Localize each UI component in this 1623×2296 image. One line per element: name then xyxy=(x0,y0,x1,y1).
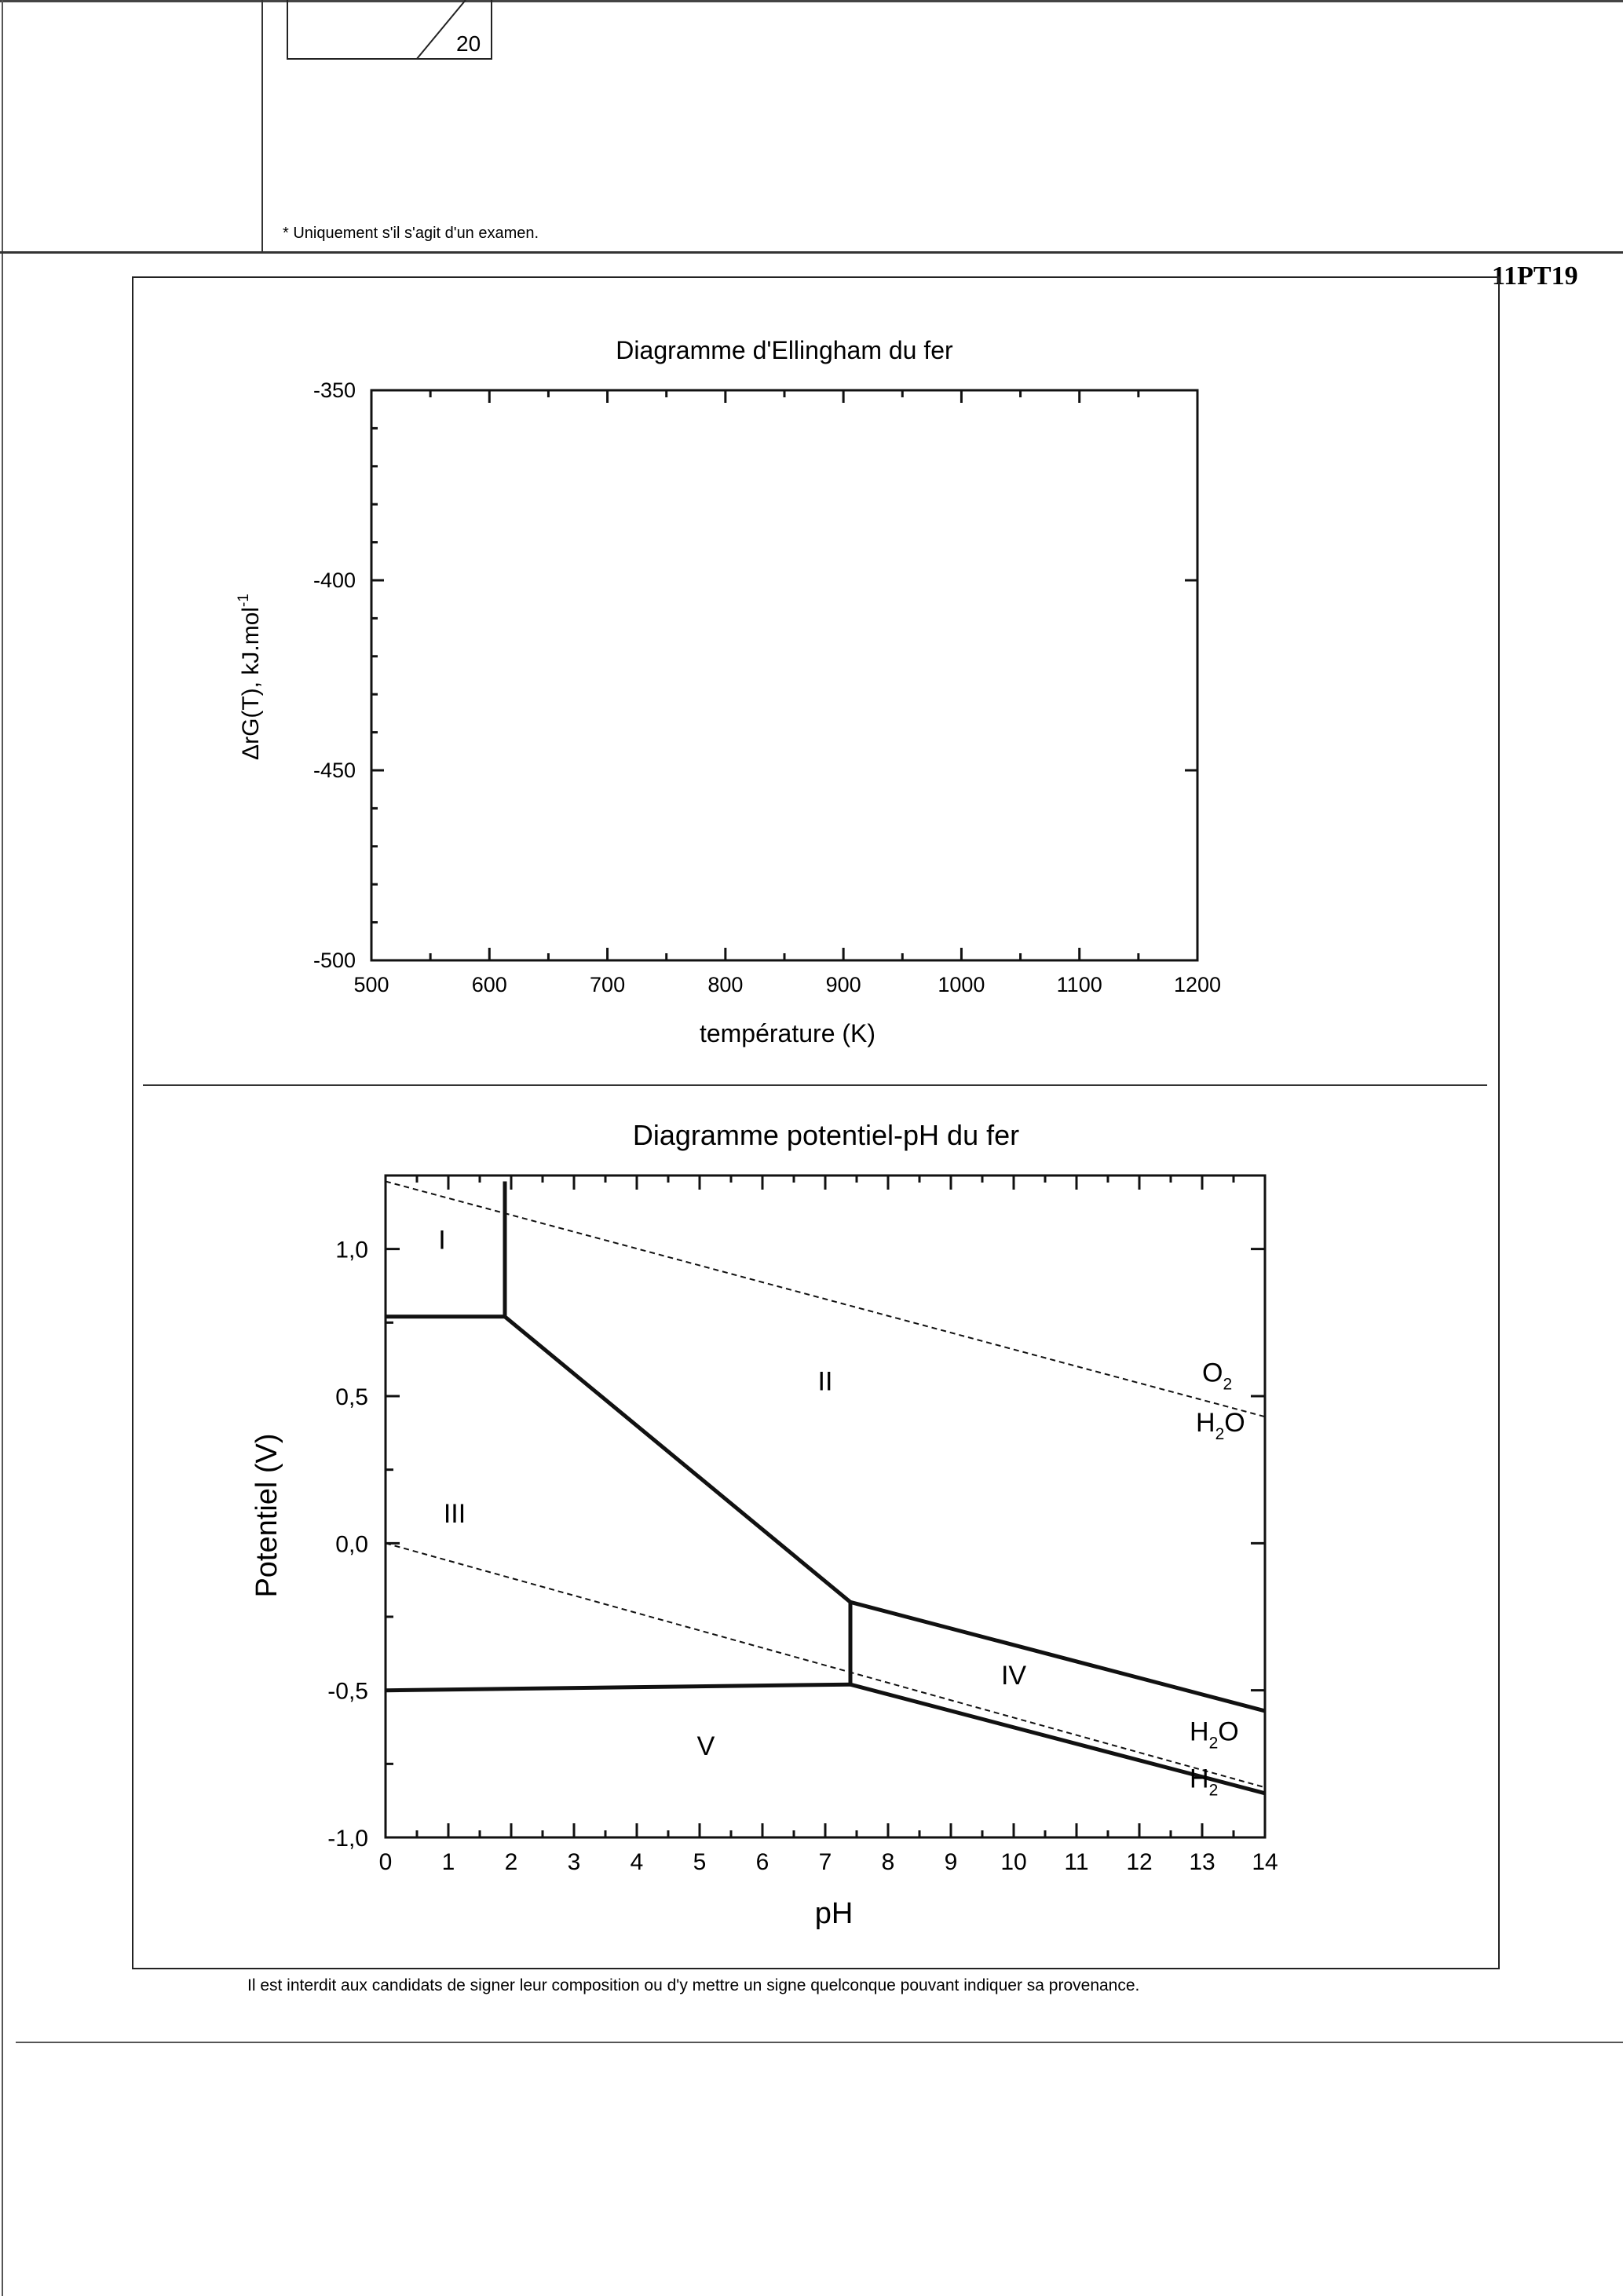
couple-subscript: 2 xyxy=(1215,1424,1225,1443)
couple-label xyxy=(1202,1358,1232,1393)
y-tick-label: 0,0 xyxy=(335,1531,368,1558)
couple-main: H xyxy=(1190,1717,1209,1747)
x-tick-label: 700 xyxy=(590,973,626,996)
couple-subscript: 2 xyxy=(1223,1375,1233,1394)
page-number: 20 xyxy=(456,31,481,56)
x-tick-label: 6 xyxy=(755,1849,769,1875)
x-tick-label: 7 xyxy=(818,1849,832,1875)
potential-ph-plot-area xyxy=(386,1175,1265,1837)
y-tick-label: -450 xyxy=(313,759,356,782)
x-tick-label: 600 xyxy=(471,973,507,996)
couple-subscript: 2 xyxy=(1208,1781,1219,1800)
document-code: 11PT19 xyxy=(1492,261,1578,291)
y-tick-label: 1,0 xyxy=(335,1237,368,1263)
y-tick-label: -0,5 xyxy=(327,1678,368,1705)
x-tick-label: 10 xyxy=(1000,1849,1027,1875)
x-tick-label: 1200 xyxy=(1173,973,1222,996)
potential-ph-xlabel: pH xyxy=(814,1897,854,1930)
y-tick-label: -350 xyxy=(313,378,356,402)
x-tick-label: 2 xyxy=(504,1849,518,1875)
x-tick-label: 5 xyxy=(693,1849,707,1875)
couple-tail: O xyxy=(1218,1717,1239,1747)
region-label: III xyxy=(443,1499,466,1530)
x-tick-label: 4 xyxy=(630,1849,644,1875)
x-tick-label: 1 xyxy=(441,1849,455,1875)
potential-ph-title: Diagramme potentiel-pH du fer xyxy=(632,1119,1020,1151)
ylabel-main: ΔrG(T), kJ.mol xyxy=(238,606,264,760)
couple-main: H xyxy=(1190,1764,1209,1794)
footer-notice: Il est interdit aux candidats de signer leur composition ou d'y mettre un signe quelconque pouvant indiquer sa provenance. xyxy=(247,1976,1140,1994)
ellingham-xlabel: température (K) xyxy=(699,1019,876,1047)
couple-label xyxy=(1196,1408,1245,1443)
x-tick-label: 1000 xyxy=(938,973,985,996)
y-tick-label: -400 xyxy=(313,569,356,592)
region-label: IV xyxy=(1000,1661,1027,1691)
x-tick-label: 900 xyxy=(825,973,861,996)
couple-label xyxy=(1190,1717,1239,1752)
x-tick-label: 13 xyxy=(1189,1849,1215,1875)
x-tick-label: 500 xyxy=(353,973,389,996)
line-boundary-iii-ii xyxy=(505,1317,850,1603)
couple-subscript: 2 xyxy=(1208,1734,1219,1753)
x-tick-label: 9 xyxy=(944,1849,958,1875)
region-label: V xyxy=(696,1731,715,1762)
ylabel-superscript: -1 xyxy=(236,594,252,607)
y-tick-label: -500 xyxy=(313,949,356,972)
x-tick-label: 1100 xyxy=(1056,973,1102,996)
ellingham-title: Diagramme d'Ellingham du fer xyxy=(616,336,953,364)
x-tick-label: 11 xyxy=(1064,1849,1089,1875)
region-label: I xyxy=(438,1225,446,1256)
y-tick-label: 0,5 xyxy=(335,1384,368,1410)
x-tick-label: 14 xyxy=(1252,1849,1278,1875)
x-tick-label: 800 xyxy=(707,973,744,996)
couple-main: O xyxy=(1202,1358,1223,1388)
y-tick-label: -1,0 xyxy=(327,1826,368,1852)
x-tick-label: 8 xyxy=(881,1849,895,1875)
couple-tail: O xyxy=(1224,1407,1245,1438)
potential-ph-ylabel: Potentiel (V) xyxy=(250,1433,283,1598)
footnote: * Uniquement s'il s'agit d'un examen. xyxy=(283,225,539,242)
x-tick-label: 3 xyxy=(567,1849,581,1875)
region-label: II xyxy=(817,1366,833,1397)
line-boundary-iii-v xyxy=(386,1684,850,1691)
line-boundary-ii-iv xyxy=(850,1602,1265,1711)
couple-label xyxy=(1190,1764,1218,1799)
x-tick-label: 0 xyxy=(378,1849,393,1875)
x-tick-label: 12 xyxy=(1126,1849,1153,1875)
couple-main: H xyxy=(1196,1407,1215,1438)
